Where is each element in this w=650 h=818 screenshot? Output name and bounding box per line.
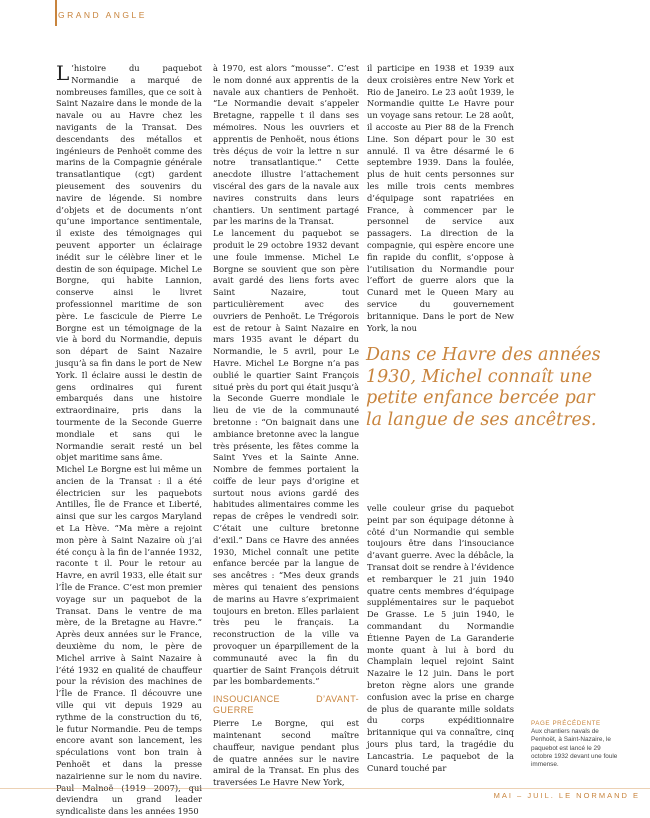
article-column-1 — [56, 63, 202, 818]
caption-title: PAGE PRÉCÉDENTE — [531, 720, 601, 727]
paragraph: il participe en 1938 et 1939 aux deux croisières entre New York et Rio de Janeiro. Le 23 août 1939, le Normandie quitte Le Havre pour un voyage sans retour. Le 28 août, il accoste au Pier 88 de la French Line. Son départ pour le 30 est annulé. Il va être désarmé le 6 septembre 1939. Dans la foulée, plus de huit cents personnes sur les mille trois cents membres d’équipage sont rapatriées en France, à commencer par le personnel de service aux passagers. La direction de la compagnie, qui espère encore une fin rapide du conflit, s’oppose à l’utilisation du Normandie pour l’effort de guerre alors que la Cunard met le Queen Mary au service du gouvernement britannique. Dans le port de New York, la nou — [367, 63, 514, 333]
paragraph-text: ’histoire du paquebot Normandie a marqué de nombreuses familles, que ce soit à Saint Nazaire dans le monde de la navale ou au Havre chez les navigants de la Transat. Des descendants des métallos et ingénieurs de Penhoët comme des marins de la Compagnie générale transatlantique (cgt) gardent pieusement des souvenirs du navire de légende. Si nombre d’objets et de documents n’ont qu’une importance sentimentale, il existe des témoignages qui peuvent apporter un éclairage inédit sur le célèbre liner et le destin de son équipage. Michel Le Borgne, qui habite Lannion, conserve ainsi le livret professionnel maritime de son père. Le fascicule de Pierre Le Borgne est un témoignage de la vie à bord du Normandie, depuis son départ de Saint Nazaire jusqu’à sa fin dans le port de New York. Il éclaire aussi le destin de gens ordinaires qui furent embarqués dans une histoire extraordinaire, pris dans la tourmente de la Seconde Guerre mondiale et sans qui le Normandie serait resté un bel objet maritime sans âme. — [56, 63, 202, 463]
subheading: INSOUCIANCE D’AVANT- GUERRE — [213, 694, 359, 716]
paragraph: Le lancement du paquebot se produit le 29 octobre 1932 devant une foule immense. Michel Le Borgne se souvient que son père avait gardé des liens forts avec Saint Nazaire, tout particulièrement avec des ouvriers de Penhoët. Le Trégorois est de retour à Saint Nazaire en mars 1935 avant le départ du Normandie, le 5 avril, pour Le Havre. Michel Le Borgne n’a pas oublié le quartier Saint François situé près du port qui était jusqu’à la Seconde Guerre mondiale le lieu de vie de la communauté bretonne : “On baignait dans une ambiance bretonne avec la langue très présente, les fêtes comme la Saint Yves et la Sainte Anne. Nombre de femmes portaient la coiffe de leur pays d’origine et surtout nous avions gardé des habitudes alimentaires comme les repas de crêpes le vendredi soir. C’était une culture bretonne d’exil.” Dans ce Havre des années 1930, Michel connaît une petite enfance bercée par la langue de ses ancêtres : “Mes deux grands mères qui tenaient des pensions de marins au Havre s’exprimaient toujours en breton. Elles parlaient très peu le français. La reconstruction de la ville va provoquer un éparpillement de la communauté avec la fin du quartier de Saint François détruit par les bombardements.” — [213, 228, 359, 687]
header-accent-bar — [55, 0, 57, 26]
paragraph — [56, 63, 202, 464]
drop-cap: L — [56, 61, 70, 85]
paragraph: Pierre Le Borgne, qui est maintenant second maître chauffeur, navigue pendant plus de quatre années sur le navire amiral de la Transat. En plus des traversées Le Havre New York, — [213, 718, 359, 788]
paragraph: Michel Le Borgne est lui même un ancien de la Transat : il a été électricien sur les paquebots Antilles, Île de France et Liberté, ainsi que sur les cargos Maryland et La Hève. “Ma mère a rejoint mon père à Saint Nazaire où j’ai été conçu à la fin de l’année 1932, raconte t il. Pour le retour au Havre, en avril 1933, elle était sur l’Île de France. C’est mon premier voyage sur un paquebot de la Transat. Dans le ventre de ma mère, de la Bretagne au Havre.” Après deux années sur le France, deuxième du nom, le père de Michel arrive à Saint Nazaire à l’été 1932 en qualité de chauffeur pour la révision des machines de l’Île de France. Il découvre une ville qui vit depuis 1929 au rythme de la construction du t6, le futur Normandie. Peu de temps encore avant son lancement, les spéculations vont bon train à Penhoët et dans la presse nazairienne sur le nom du navire. deviendra un grand leader syndicaliste dans les années 1950 — [56, 464, 202, 817]
article-column-2 — [213, 63, 359, 789]
section-label: GRAND ANGLE — [58, 10, 147, 20]
pull-quote: Dans ce Havre des années 1930, Michel connaît une petite enfance bercée par la langue de ses ancêtres. — [366, 345, 601, 430]
paragraph: à 1970, est alors “mousse”. C’est le nom donné aux apprentis de la navale aux chantiers de Penhoët. “Le Normandie devait s’appeler Bretagne, rappelle t il dans ses mémoires. Nous les ouvriers et apprentis de Penhoët, nous étions très déçus de voir la lettre n sur notre transatlantique.” Cette anecdote illustre l’attachement viscéral des gars de la navale aux navires construits dans leurs chantiers. Un sentiment partagé par les marins de la Transat. — [213, 63, 359, 227]
paragraph: velle couleur grise du paquebot peint par son équipage détonne à côté d’un Normandie qui semble toujours être dans l’insouciance d’avant guerre. Avec la débâcle, la Transat doit se rendre à l’évidence et rembarquer le 21 juin 1940 quatre cents membres d’équipage supplémentaires sur le paquebot De Grasse. Le 5 juin 1940, le commandant du Normandie Étienne Payen de La Garanderie monte quant à lui à bord du Champlain lequel rejoint Saint Nazaire le 12 juin. Dans le port breton règne alors une grande confusion avec la prise en charge de plus de quarante mille soldats du corps expéditionnaire britannique qui va connaître, cinq jours plus tard, la tragédie du Lancastria. Le paquebot de la Cunard touché par — [367, 503, 514, 773]
article-column-3 — [367, 63, 514, 334]
article-column-3-continued — [367, 503, 514, 774]
footer-label: MAI – JUIL. LE NORMAND E — [493, 791, 640, 800]
footer-divider — [0, 788, 650, 789]
photo-caption: Aux chantiers navals de Penhoët, à Saint-Nazaire, le paquebot est lancé le 29 octobre 1932 devant une foule immense. — [531, 728, 618, 769]
